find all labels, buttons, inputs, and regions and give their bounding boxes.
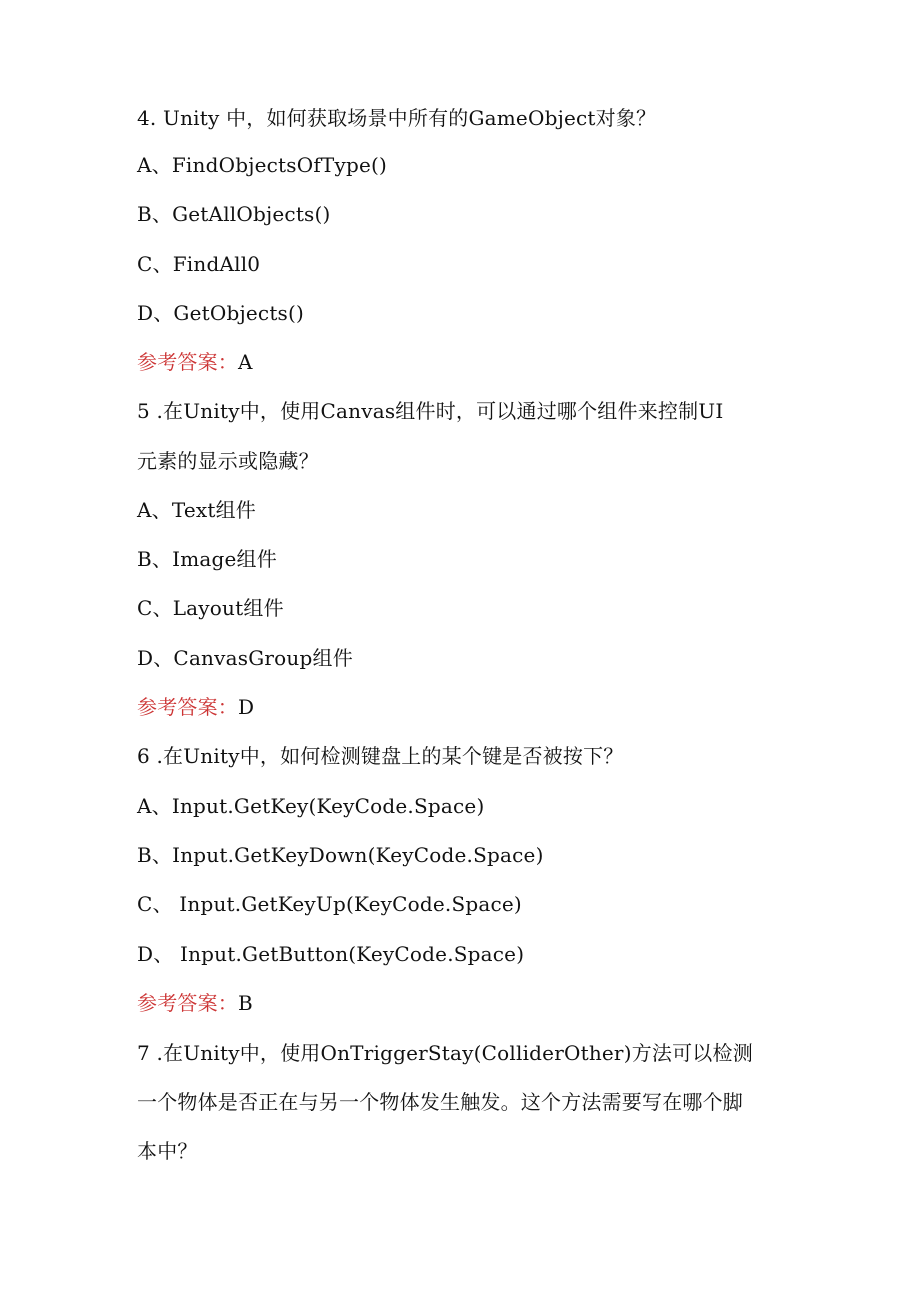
question-6-option-d: D、 Input.GetButton(KeyCode.Space) (137, 942, 525, 966)
question-5-answer (137, 695, 797, 719)
answer-label: 参考答案： (137, 991, 238, 1015)
question-5-option-d: D、CanvasGroup组件 (137, 646, 353, 670)
question-4-option-c: C、FindAll0 (137, 252, 261, 276)
question-4-option-b: B、GetAllObjects() (137, 202, 331, 226)
answer-value: B (238, 991, 253, 1015)
question-7-text-line-1: 7 .在Unity中，使用OnTriggerStay(ColliderOther)方法可以检测 (137, 1041, 753, 1065)
question-5-text-line-2: 元素的显示或隐藏？ (137, 449, 319, 473)
question-7-text-line-3: 本中？ (137, 1139, 198, 1163)
question-4-option-d: D、GetObjects() (137, 301, 305, 325)
question-6-answer (137, 991, 797, 1015)
question-4-text: 4. Unity 中，如何获取场景中所有的GameObject对象？ (137, 106, 657, 130)
question-6-option-a: A、Input.GetKey(KeyCode.Space) (137, 794, 485, 818)
question-5-option-c: C、Layout组件 (137, 596, 284, 620)
question-6-option-c: C、 Input.GetKeyUp(KeyCode.Space) (137, 892, 522, 916)
question-5-option-a: A、Text组件 (137, 498, 256, 522)
question-6-option-b: B、Input.GetKeyDown(KeyCode.Space) (137, 843, 544, 867)
question-7-text-line-2: 一个物体是否正在与另一个物体发生触发。这个方法需要写在哪个脚 (137, 1090, 743, 1114)
question-4-answer (137, 350, 797, 374)
answer-label: 参考答案： (137, 350, 238, 374)
question-4-option-a: A、FindObjectsOfType() (137, 153, 388, 177)
question-5-text-line-1: 5 .在Unity中，使用Canvas组件时，可以通过哪个组件来控制UI (137, 399, 724, 423)
answer-label: 参考答案： (137, 695, 238, 719)
answer-value: A (238, 350, 253, 374)
question-5-option-b: B、Image组件 (137, 547, 277, 571)
question-6-text: 6 .在Unity中，如何检测键盘上的某个键是否被按下？ (137, 744, 624, 768)
answer-value: D (238, 695, 255, 719)
